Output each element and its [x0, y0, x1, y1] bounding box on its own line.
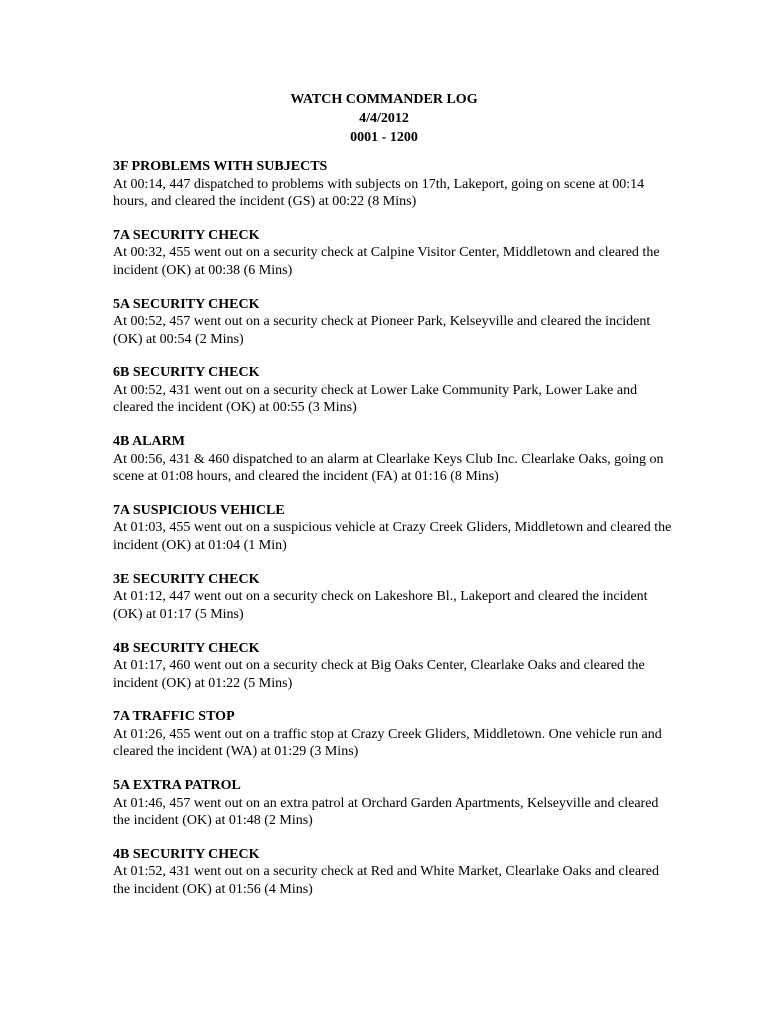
entry-text: At 01:17, 460 went out on a security check at Big Oaks Center, Clearlake Oaks and cleared the incident (OK) at 01:22 (5 Mins): [113, 658, 645, 691]
entry-heading: 4B ALARM: [113, 434, 185, 450]
entry-heading: 7A SUSPICIOUS VEHICLE: [113, 502, 285, 518]
log-time-range: 0001 - 1200: [350, 130, 418, 145]
entry-text: At 00:52, 457 went out on a security check at Pioneer Park, Kelseyville and cleared the incident (OK) at 00:54 (2 Mins): [113, 314, 651, 347]
log-entry: [113, 708, 673, 777]
entry-text: At 00:52, 431 went out on a security check at Lower Lake Community Park, Lower Lake and cleared the incident (OK) at 00:55 (3 Mins): [113, 382, 638, 416]
entry-text: At 00:56, 431 & 460 dispatched to an alarm at Clearlake Keys Club Inc. Clearlake Oaks, going on scene at 01:08 hours, and cleared the incident (FA) at 01:16 (8 Mins): [113, 451, 664, 485]
entry-heading: 4B SECURITY CHECK: [113, 640, 260, 656]
log-entry: [113, 777, 673, 846]
entry-text: At 01:52, 431 went out on a security check at Red and White Market, Clearlake Oaks and cleared the incident (OK) at 01:56 (4 Mins): [113, 864, 659, 897]
log-entries: [113, 158, 673, 915]
log-header: [0, 90, 768, 147]
log-entry: [113, 227, 673, 296]
entry-heading: 4B SECURITY CHECK: [113, 846, 260, 862]
log-entry: [113, 158, 673, 227]
entry-text: At 01:03, 455 went out on a suspicious vehicle at Crazy Creek Gliders, Middletown and cleared the incident (OK) at 01:04 (1 Min): [113, 520, 672, 553]
entry-heading: 3F PROBLEMS WITH SUBJECTS: [113, 159, 328, 174]
entry-heading: 3E SECURITY CHECK: [113, 571, 260, 587]
entry-heading: 5A EXTRA PATROL: [113, 778, 241, 794]
entry-heading: 5A SECURITY CHECK: [113, 296, 260, 312]
entry-heading: 7A TRAFFIC STOP: [113, 709, 235, 725]
log-entry: [113, 433, 673, 502]
entry-text: At 01:46, 457 went out on an extra patrol at Orchard Garden Apartments, Kelseyville and cleared the incident (OK) at 01:48 (2 Mins): [113, 795, 659, 829]
log-entry: [113, 846, 673, 915]
log-entry: [113, 571, 673, 640]
log-entry: [113, 502, 673, 571]
log-date: 4/4/2012: [359, 111, 409, 126]
entry-text: At 00:14, 447 dispatched to problems with subjects on 17th, Lakeport, going on scene at 00:14 hours, and cleared the incident (GS) at 00:22 (8 Mins): [113, 176, 645, 209]
log-entry: [113, 640, 673, 709]
log-title: WATCH COMMANDER LOG: [290, 92, 478, 107]
log-entry: [113, 296, 673, 365]
entry-text: At 01:26, 455 went out on a traffic stop at Crazy Creek Gliders, Middletown. One vehicle run and cleared the incident (WA) at 01:29 (3 Mins): [113, 726, 662, 760]
log-entry: [113, 364, 673, 433]
entry-text: At 00:32, 455 went out on a security check at Calpine Visitor Center, Middletown and cleared the incident (OK) at 00:38 (6 Mins): [113, 245, 660, 278]
entry-heading: 7A SECURITY CHECK: [113, 227, 260, 243]
entry-text: At 01:12, 447 went out on a security check on Lakeshore Bl., Lakeport and cleared the incident (OK) at 01:17 (5 Mins): [113, 589, 648, 622]
entry-heading: 6B SECURITY CHECK: [113, 365, 260, 381]
